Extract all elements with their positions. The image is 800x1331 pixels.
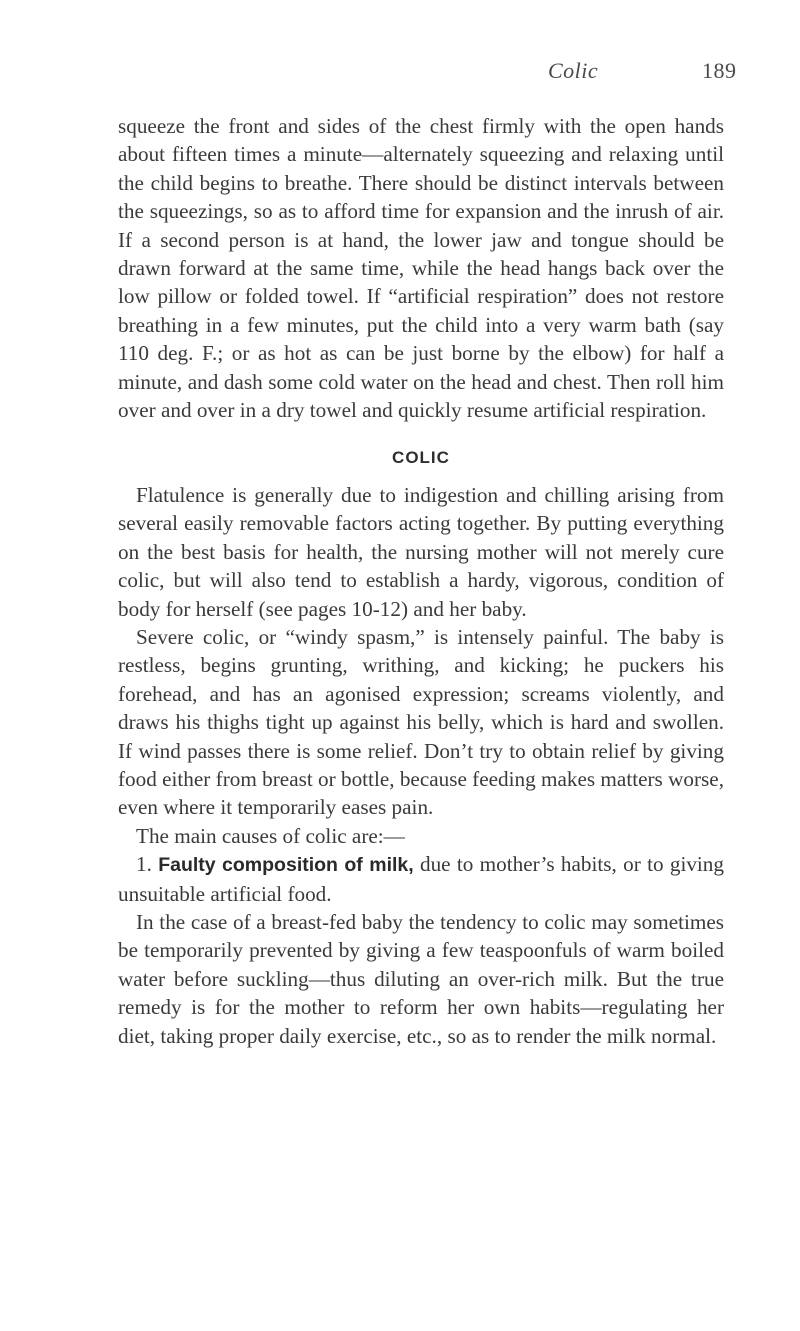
running-head: Colic [548, 58, 599, 83]
numbered-item-rest: due to mother’s habits, or to giving unsuitable artificial food. [118, 852, 724, 906]
paragraph-severe-colic: Severe colic, or “windy spasm,” is intensely painful. The baby is restless, begins grunting, writhing, and kicking; he puckers his forehead, and has an agonised expression; screams violently, and draws his thighs tight up against his belly, which is hard and swollen. If wind passes there is some relief. Don’t try to obtain relief by giving food either from breast or bottle, because feeding makes matters worse, even where it temporarily eases pain. [118, 624, 724, 820]
continuation-paragraph: squeeze the front and sides of the chest firmly with the open hands about fifteen times a minute—alternately squeezing and relaxing until the child begins to breathe. There should be distinct intervals between the squeezings, so as to afford time for expansion and the inrush of air. If a second person is at hand, the lower jaw and tongue should be drawn forward at the same time, while the head hangs back over the low pillow or folded towel. If “artificial respiration” does not restore breathing in a few minutes, put the child into a very warm bath (say 110 deg. F.; or as hot as can be just borne by the elbow) for half a minute, and dash some cold water on the head and chest. Then roll him over and over in a dry towel and quickly resume artificial respiration. [118, 114, 724, 423]
paragraph-breast-fed: In the case of a breast-fed baby the tendency to colic may sometimes be temporarily prevented by giving a few teaspoonfuls of warm boiled water before suckling—thus diluting an over-rich milk. But the true remedy is for the mother to reform her own habits—regulating her diet, taking proper daily exercise, etc., so as to render the milk normal. [118, 909, 724, 1048]
section-heading: COLIC [392, 448, 450, 468]
numbered-item [118, 850, 724, 908]
numbered-item-title: Faulty composition of milk, [158, 854, 414, 877]
page-number: 189 [702, 58, 737, 83]
paragraph-flatulence: Flatulence is generally due to indigestion and chilling arising from several easily removable factors acting together. By putting everything on the best basis for health, the nursing mother will not merely cure colic, but will also tend to establish a hardy, vigorous, condition of body for herself (see pages 10-12) and her baby. [118, 482, 724, 621]
body-text [118, 112, 724, 1050]
numbered-item-number: 1. [136, 852, 152, 877]
paragraph-main-causes: The main causes of colic are:— [136, 823, 405, 848]
